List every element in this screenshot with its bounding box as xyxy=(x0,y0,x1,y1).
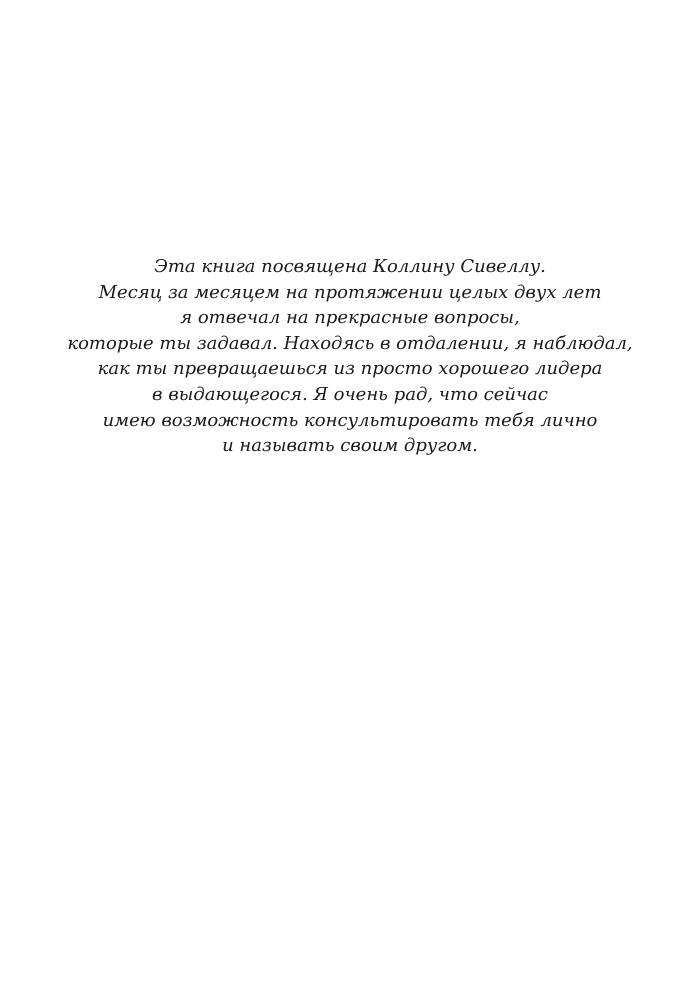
dedication-line: я отвечал на прекрасные вопросы, xyxy=(180,307,520,329)
dedication-line: в выдающегося. Я очень рад, что сейчас xyxy=(152,383,548,405)
dedication-line: как ты превращаешься из просто хорошего лидера xyxy=(97,358,603,380)
dedication-line: Месяц за месяцем на протяжении целых двух лет xyxy=(98,281,602,303)
dedication-line: Эта книга посвящена Коллину Сивеллу. xyxy=(154,256,546,277)
dedication-line: имею возможность консультировать тебя лично xyxy=(102,409,598,431)
dedication-line: которые ты задавал. Находясь в отдалении, я наблюдал, xyxy=(67,332,633,354)
dedication-line: и называть своим другом. xyxy=(222,435,478,457)
dedication-text xyxy=(0,254,700,459)
